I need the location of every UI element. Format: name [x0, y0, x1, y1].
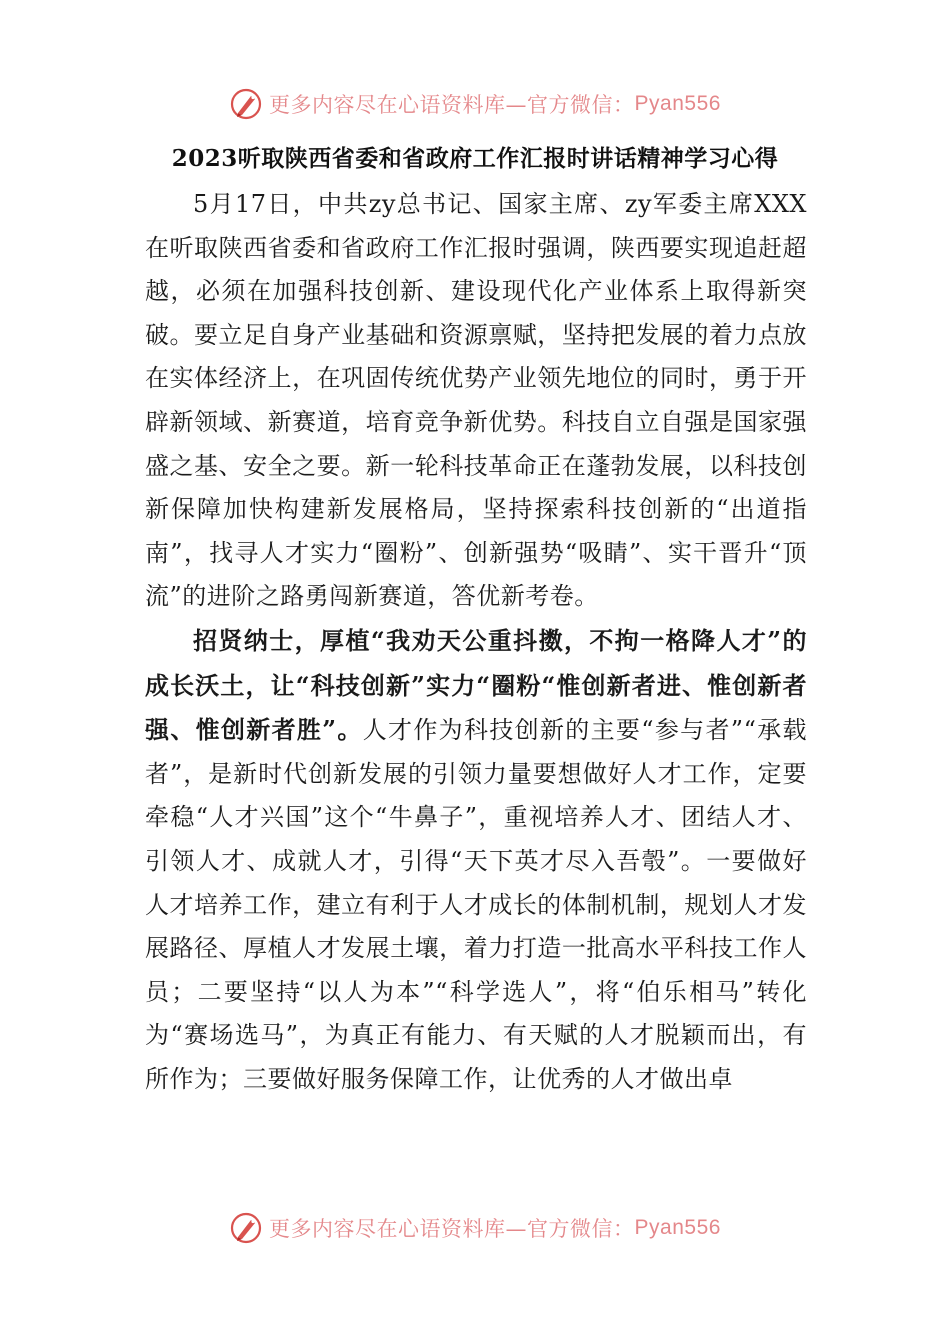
footer-watermark — [0, 1206, 950, 1250]
pen-circle-logo-icon — [229, 1211, 263, 1245]
watermark-brand-text: 更多内容尽在心语资料库—官方微信： — [269, 1217, 635, 1241]
header-watermark — [0, 82, 950, 126]
document-body — [145, 183, 807, 1101]
paragraph-2-bold-lead: 招贤纳士，厚植“我劝天公重抖擞，不拘一格降人才”的成长沃土，让“科技创新”实力“圈粉“惟创新者进、惟创新者强、惟创新者胜”。 — [145, 625, 807, 745]
pen-circle-logo-icon — [229, 87, 263, 121]
watermark-handle: Pyan556 — [634, 92, 721, 115]
watermark-handle: Pyan556 — [634, 1216, 721, 1239]
document-title: 2023听取陕西省委和省政府工作汇报时讲话精神学习心得 — [171, 145, 779, 172]
watermark-brand-text: 更多内容尽在心语资料库—官方微信： — [269, 93, 635, 117]
paragraph-1: 5月17日，中共zy总书记、国家主席、zy军委主席XXX在听取陕西省委和省政府工作汇报时强调，陕西要实现追赶超越，必须在加强科技创新、建设现代化产业体系上取得新突破。要立足自身产业基础和资源禀赋，坚持把发展的着力点放在实体经济上，在巩固传统优势产业领先地位的同时，勇于开辟新领域、新赛道，培育竞争新优势。科技自立自强是国家强盛之基、安全之要。新一轮科技革命正在蓬勃发展，以科技创新保障加快构建新发展格局，坚持探索科技创新的“出道指南”，找寻人才实力“圈粉”、创新强势“吸睛”、实干晋升“顶流”的进阶之路勇闯新赛道，答优新考卷。 — [145, 190, 807, 611]
paragraph-2-body: 人才作为科技创新的主要“参与者”“承载者”，是新时代创新发展的引领力量要想做好人才工作，定要牵稳“人才兴国”这个“牛鼻子”，重视培养人才、团结人才、引领人才、成就人才，引得“天下英才尽入吾彀”。一要做好人才培养工作，建立有利于人才成长的体制机制，规划人才发展路径、厚植人才发展土壤，着力打造一批高水平科技工作人员；二要坚持“以人为本”“科学选人”，将“伯乐相马”转化为“赛场选马”，为真正有能力、有天赋的人才脱颖而出，有所作为；三要做好服务保障工作，让优秀的人才做出卓 — [145, 716, 807, 1093]
paragraph-2 — [145, 619, 807, 1102]
